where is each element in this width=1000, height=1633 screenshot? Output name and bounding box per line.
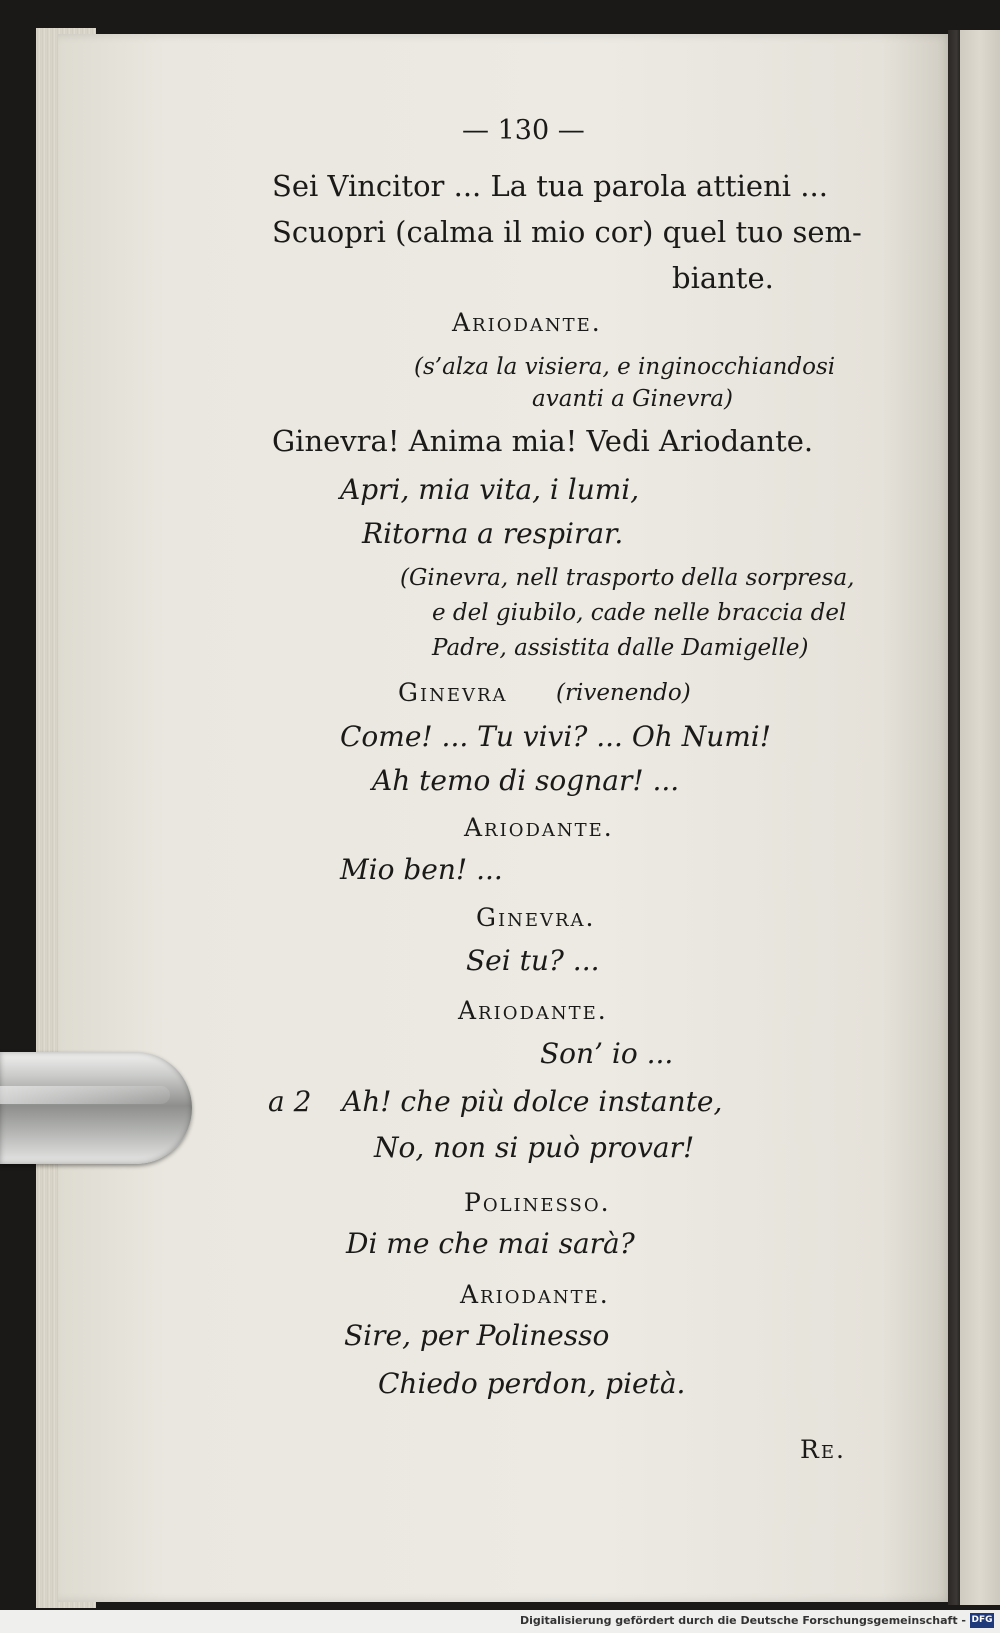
verse-line: Di me che mai sarà? xyxy=(346,1227,635,1260)
digitization-footer xyxy=(0,1610,1000,1633)
verse-line: Son’ io ... xyxy=(540,1037,674,1070)
scan-background xyxy=(0,0,1000,34)
stage-direction: (s’alza la visiera, e inginocchiandosi xyxy=(414,354,836,380)
facing-page-edge xyxy=(960,30,1000,1605)
speaker-name: Ariodante. xyxy=(460,1280,610,1309)
speaker-name: Ariodante. xyxy=(464,813,614,842)
verse-line: Ritorna a respirar. xyxy=(362,517,624,550)
stage-direction: (Ginevra, nell trasporto della sorpresa, xyxy=(400,565,855,591)
speaker-name: Ginevra xyxy=(398,678,508,707)
stage-direction: (rivenendo) xyxy=(556,680,691,706)
speaker-name: Polinesso. xyxy=(464,1188,611,1217)
verse-line: Sire, per Polinesso xyxy=(344,1319,610,1352)
verse-line: Sei Vincitor ... La tua parola attieni ... xyxy=(272,169,828,203)
verse-line: Mio ben! ... xyxy=(340,853,503,886)
stage-direction: Padre, assistita dalle Damigelle) xyxy=(432,635,809,661)
dfg-logo: DFG xyxy=(970,1613,994,1628)
footer-credit: Digitalisierung gefördert durch die Deutsche Forschungsgemeinschaft - xyxy=(519,1614,966,1627)
verse-line: Scuopri (calma il mio cor) quel tuo sem- xyxy=(272,215,862,249)
verse-line: Apri, mia vita, i lumi, xyxy=(340,473,640,506)
verse-line: No, non si può provar! xyxy=(374,1131,695,1164)
verse-line: Ginevra! Anima mia! Vedi Ariodante. xyxy=(272,424,814,458)
speaker-name: Ariodante. xyxy=(458,996,608,1025)
stage-direction: avanti a Ginevra) xyxy=(532,386,733,412)
verse-line: biante. xyxy=(672,261,774,295)
verse-line: Ah! che più dolce instante, xyxy=(342,1085,723,1118)
verse-line: Chiedo perdon, pietà. xyxy=(378,1367,686,1400)
verse-line: Ah temo di sognar! ... xyxy=(372,764,680,797)
speaker-name: Ariodante. xyxy=(452,308,602,337)
page-number: — 130 — xyxy=(462,115,585,146)
stage-direction: e del giubilo, cade nelle braccia del xyxy=(432,600,847,626)
catchword: Re. xyxy=(800,1435,846,1464)
page-holder-clip xyxy=(0,1052,192,1164)
ensemble-marker: a 2 xyxy=(268,1085,312,1118)
speaker-name: Ginevra. xyxy=(476,903,596,932)
verse-line: Come! ... Tu vivi? ... Oh Numi! xyxy=(340,720,772,753)
verse-line: Sei tu? ... xyxy=(466,944,600,977)
